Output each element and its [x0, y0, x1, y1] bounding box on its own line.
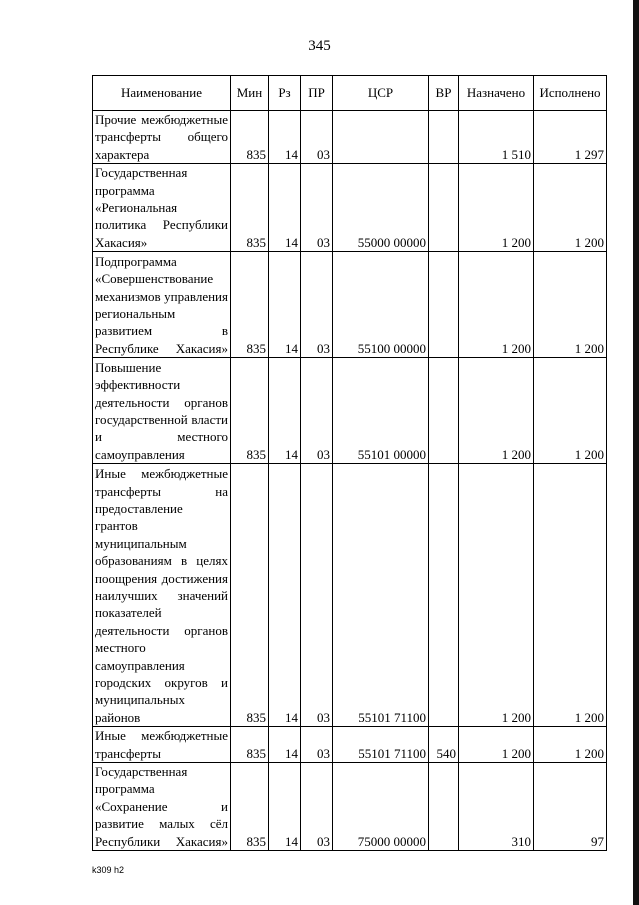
row-assigned: 1 200: [459, 252, 534, 358]
scan-edge-shadow: [633, 0, 639, 905]
row-min: 835: [231, 727, 269, 763]
row-assigned: 1 200: [459, 164, 534, 252]
row-rz: 14: [269, 252, 301, 358]
header-rz: Рз: [269, 76, 301, 111]
header-assigned: Назначено: [459, 76, 534, 111]
row-pr: 03: [301, 358, 333, 464]
table-row: [93, 164, 607, 252]
table-header-row: [93, 76, 607, 111]
row-vr: [429, 763, 459, 851]
header-name: Наименование: [93, 76, 231, 111]
row-csr: 55101 71100: [333, 464, 429, 727]
row-pr: 03: [301, 111, 333, 164]
row-name: Подпрограмма «Совершенствование механизмов управления региональным развитием в Республике Хакасия»: [93, 252, 231, 358]
row-min: 835: [231, 464, 269, 727]
row-min: 835: [231, 252, 269, 358]
row-pr: 03: [301, 164, 333, 252]
header-min: Мин: [231, 76, 269, 111]
row-csr: 55000 00000: [333, 164, 429, 252]
row-csr: [333, 111, 429, 164]
table-row: [93, 111, 607, 164]
page-number: 345: [308, 38, 331, 54]
row-min: 835: [231, 111, 269, 164]
table-row: [93, 358, 607, 464]
row-name: Иные межбюджетные трансферты на предоставление грантов муниципальным образованиям в целях поощрения достижения наилучших значений показателей деятельности органов местного самоуправления городских округов и муниципальных районов: [93, 464, 231, 727]
row-assigned: 1 200: [459, 358, 534, 464]
row-vr: [429, 358, 459, 464]
row-pr: 03: [301, 763, 333, 851]
row-min: 835: [231, 358, 269, 464]
row-assigned: 1 200: [459, 464, 534, 727]
row-csr: 75000 00000: [333, 763, 429, 851]
header-executed: Исполнено: [534, 76, 607, 111]
row-rz: 14: [269, 727, 301, 763]
table-row: [93, 464, 607, 727]
row-vr: 540: [429, 727, 459, 763]
row-name: Иные межбюджетные трансферты: [93, 727, 231, 763]
row-csr: 55101 71100: [333, 727, 429, 763]
row-csr: 55101 00000: [333, 358, 429, 464]
budget-table: [92, 75, 607, 851]
row-pr: 03: [301, 464, 333, 727]
row-pr: 03: [301, 252, 333, 358]
row-executed: 1 200: [534, 358, 607, 464]
row-min: 835: [231, 763, 269, 851]
row-assigned: 310: [459, 763, 534, 851]
table-row: [93, 727, 607, 763]
row-vr: [429, 111, 459, 164]
row-assigned: 1 200: [459, 727, 534, 763]
header-pr: ПР: [301, 76, 333, 111]
row-rz: 14: [269, 763, 301, 851]
row-vr: [429, 164, 459, 252]
table-row: [93, 763, 607, 851]
row-executed: 1 200: [534, 252, 607, 358]
row-name: Прочие межбюджетные трансферты общего характера: [93, 111, 231, 164]
row-executed: 1 297: [534, 111, 607, 164]
row-min: 835: [231, 164, 269, 252]
row-rz: 14: [269, 164, 301, 252]
row-name: Повышение эффективности деятельности органов государственной власти и местного самоуправления: [93, 358, 231, 464]
row-vr: [429, 252, 459, 358]
row-vr: [429, 464, 459, 727]
row-pr: 03: [301, 727, 333, 763]
footer-code: k309 h2: [92, 865, 125, 875]
row-executed: 1 200: [534, 464, 607, 727]
row-rz: 14: [269, 464, 301, 727]
row-rz: 14: [269, 358, 301, 464]
row-csr: 55100 00000: [333, 252, 429, 358]
row-assigned: 1 510: [459, 111, 534, 164]
header-vr: ВР: [429, 76, 459, 111]
table-row: [93, 252, 607, 358]
row-executed: 1 200: [534, 164, 607, 252]
row-rz: 14: [269, 111, 301, 164]
row-executed: 97: [534, 763, 607, 851]
row-name: Государственная программа «Региональная политика Республики Хакасия»: [93, 164, 231, 252]
row-executed: 1 200: [534, 727, 607, 763]
row-name: Государственная программа «Сохранение и развитие малых сёл Республики Хакасия»: [93, 763, 231, 851]
header-csr: ЦСР: [333, 76, 429, 111]
